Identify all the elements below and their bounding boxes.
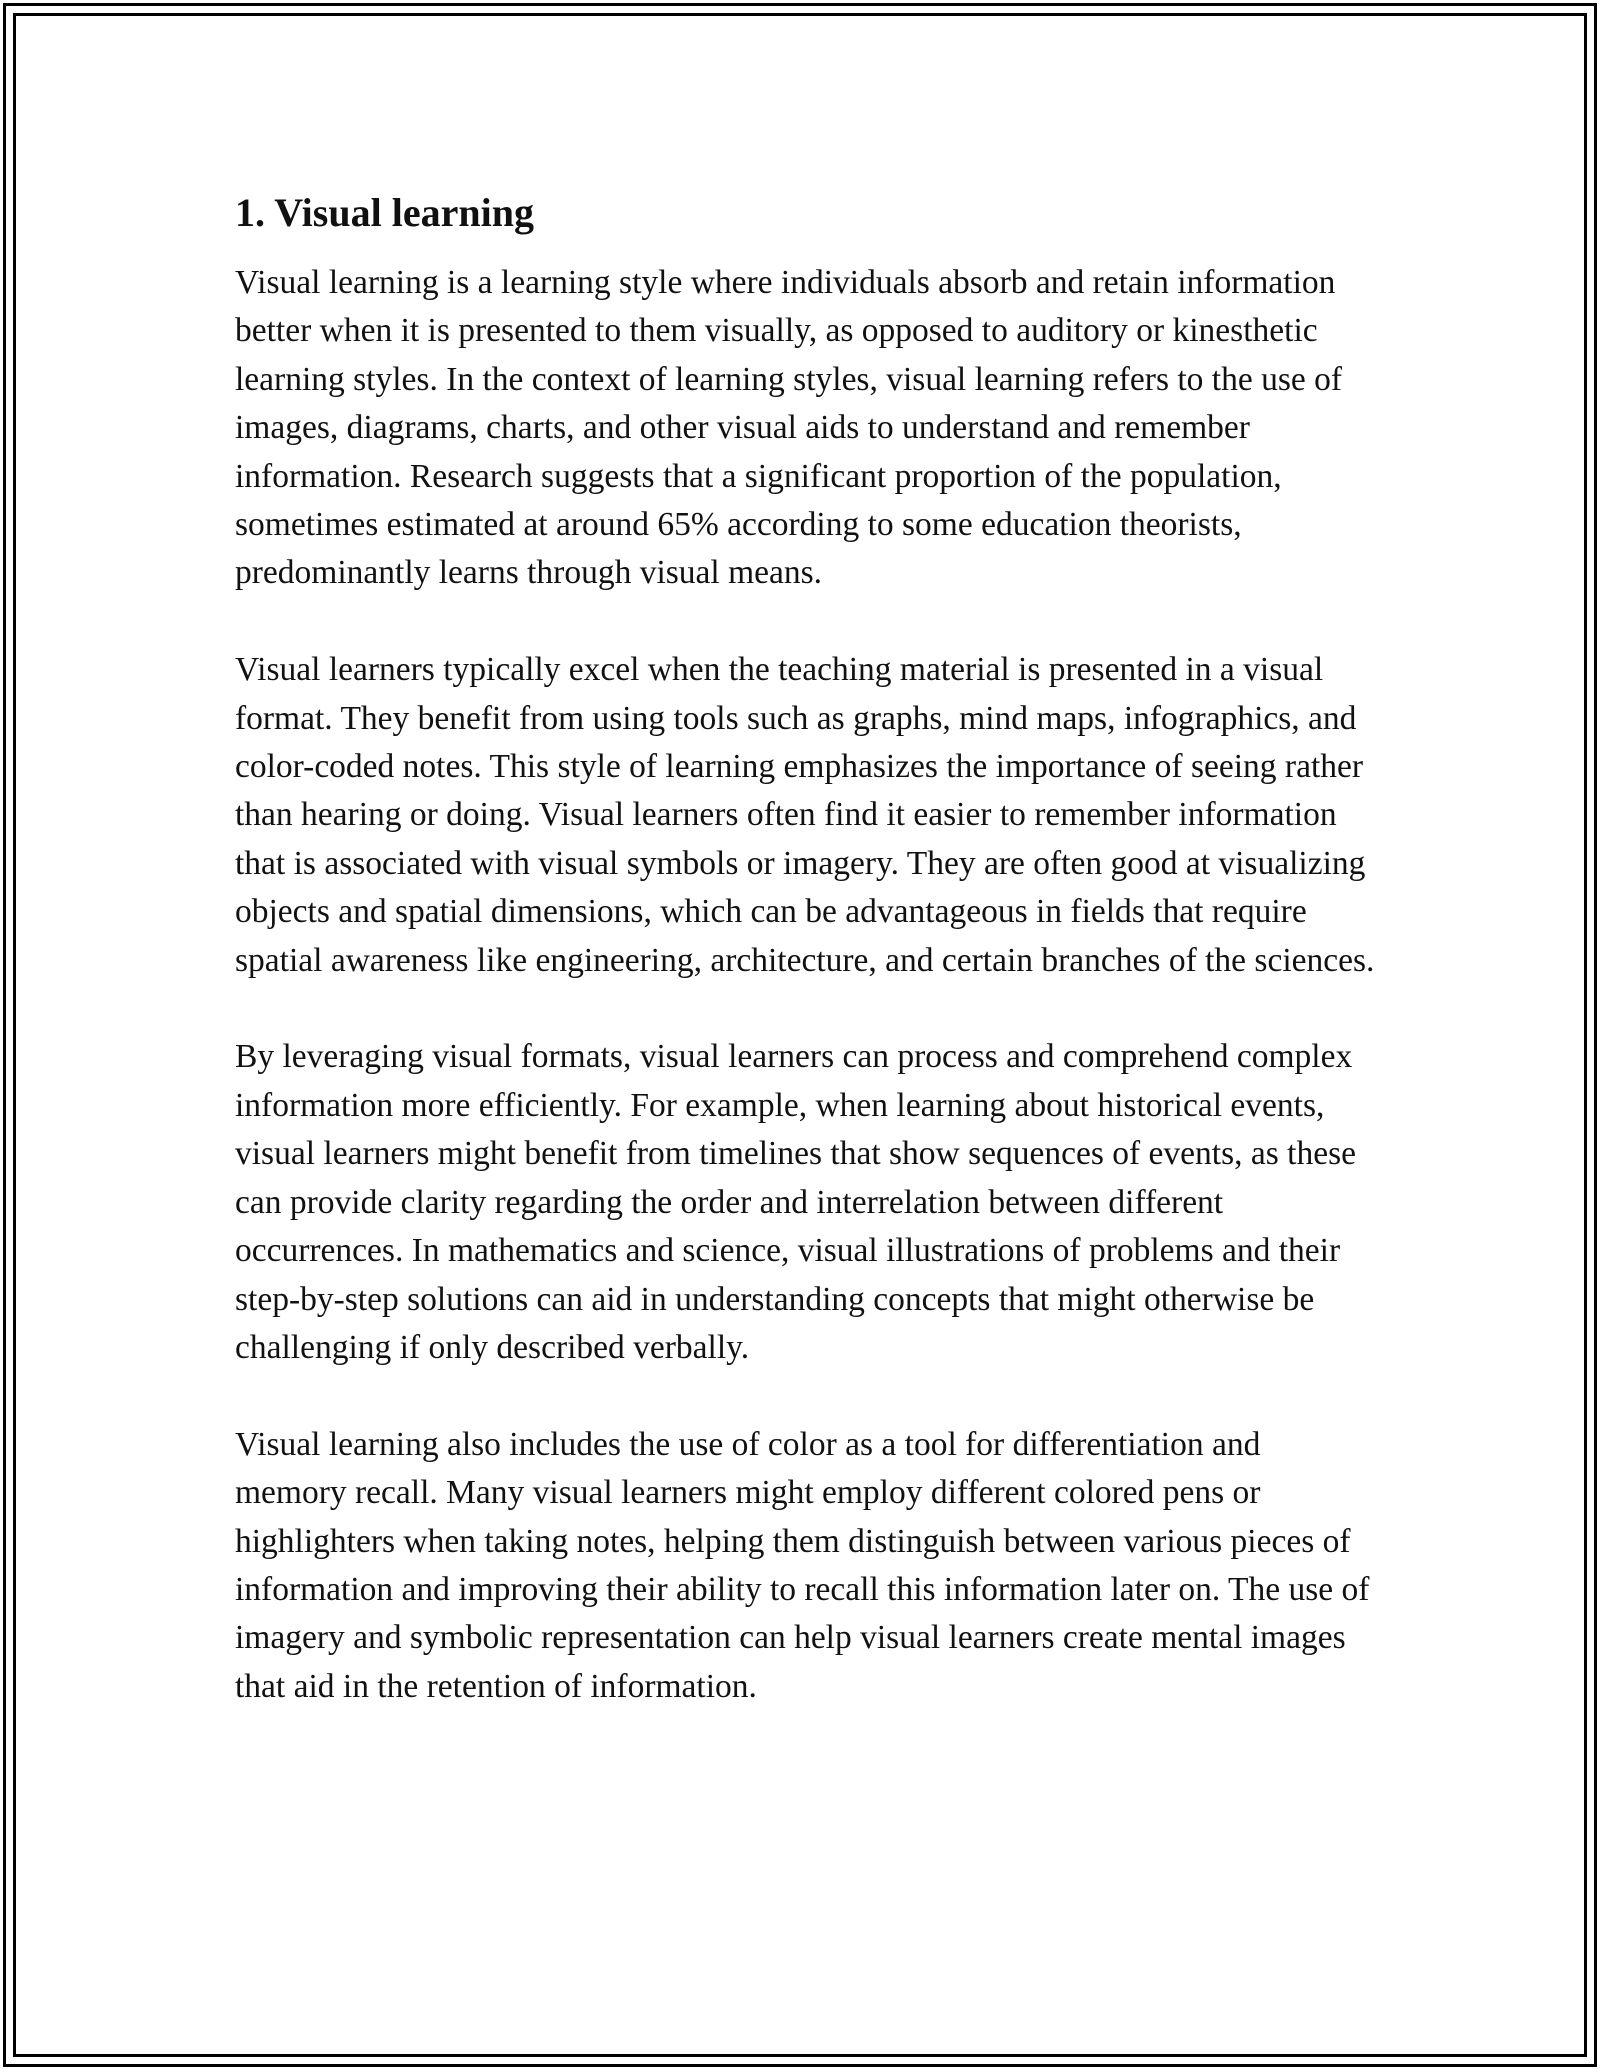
paragraph-3: By leveraging visual formats, visual learners can process and comprehend complex information more efficiently. For example, when learning about historical events, visual learners might benefit from timelines that show sequences of events, as these can provide clarity regarding the order and interrelation between different occurrences. In mathematics and science, visual illustrations of problems and their step-by-step solutions can aid in understanding concepts that might otherwise be challenging if only described verbally. [235,1038,1357,1366]
section-heading: 1. Visual learning [235,190,534,235]
paragraph-1: Visual learning is a learning style where individuals absorb and retain information better when it is presented to them visually, as opposed to auditory or kinesthetic learning styles. In the context of learning styles, visual learning refers to the use of images, diagrams, charts, and other visual aids to understand and remember information. Research suggests that a significant proportion of the population, sometimes estimated at around 65% according to some education theorists, predominantly learns through visual means. [235,264,1343,592]
paragraph-4: Visual learning also includes the use of color as a tool for differentiation and memory recall. Many visual learners might employ different colored pens or highlighters when taking notes, helping them distinguish between various pieces of information and improving their ability to recall this information later on. The use of imagery and symbolic representation can help visual learners create mental images that aid in the retention of information. [235,1425,1370,1705]
document-body [235,185,1375,1760]
paragraph-2: Visual learners typically excel when the teaching material is presented in a visual format. They benefit from using tools such as graphs, mind maps, infographics, and color-coded notes. This style of learning emphasizes the importance of seeing rather than hearing or doing. Visual learners often find it easier to remember information that is associated with visual symbols or imagery. They are often good at visualizing objects and spatial dimensions, which can be advantageous in fields that require spatial awareness like engineering, architecture, and certain branches of the sciences. [235,651,1375,979]
